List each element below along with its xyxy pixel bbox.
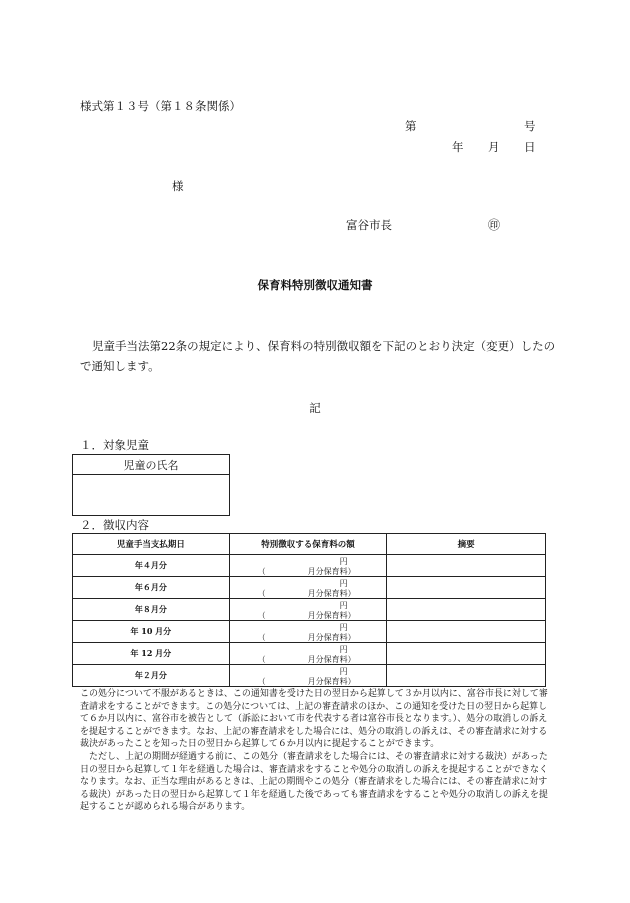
- paren-open: （: [257, 589, 266, 598]
- payment-month: 年４月分: [73, 555, 230, 577]
- payment-month: 年８月分: [73, 599, 230, 621]
- table-row: [73, 577, 546, 599]
- amount-cell: [229, 665, 387, 687]
- amount-cell: [229, 643, 387, 665]
- table-row: [73, 643, 546, 665]
- intro-paragraph: 児童手当法第22条の規定により、保育料の特別徴収額を下記のとおり決定（変更）したので通知します。: [80, 339, 556, 373]
- remarks-cell: [387, 665, 546, 687]
- monthly-fee-label: 月分保育料）: [307, 589, 356, 598]
- collection-table: [72, 533, 546, 687]
- yen-label: 円: [339, 557, 348, 566]
- column-header-amount: 特別徴収する保育料の額: [229, 534, 387, 555]
- monthly-fee-label: 月分保育料）: [307, 633, 356, 642]
- paren-open: （: [257, 677, 266, 686]
- monthly-fee-label: 月分保育料）: [307, 611, 356, 620]
- document-number-prefix: 第: [405, 119, 417, 133]
- paren-open: （: [257, 655, 266, 664]
- paren-open: （: [257, 611, 266, 620]
- table-row: [73, 621, 546, 643]
- yen-label: 円: [339, 623, 348, 632]
- appeal-notice: [80, 688, 552, 814]
- payment-month: 年 12 月分: [73, 643, 230, 665]
- form-number: 様式第１３号（第１８条関係）: [80, 99, 241, 113]
- column-header-remarks: 摘要: [387, 534, 546, 555]
- remarks-cell: [387, 643, 546, 665]
- date-day-label: 日: [524, 140, 536, 154]
- paren-open: （: [257, 567, 266, 576]
- yen-label: 円: [339, 667, 348, 676]
- section1-heading: １．対象児童: [80, 438, 149, 452]
- payment-month: 年６月分: [73, 577, 230, 599]
- yen-label: 円: [339, 601, 348, 610]
- appeal-notice-paragraph-1: この処分について不服があるときは、この通知書を受けた日の翌日から起算して３か月以内に、富谷市長に対して審査請求をすることができます。この処分については、上記の審査請求のほか、この通知を受けた日の翌日から起算して６か月以内に、富谷市を被告として（訴訟において市を代表する者は富谷市長となります。）、処分の取消しの訴えを提起することができます。なお、上記の審査請求をした場合には、処分の取消しの訴えは、その審査請求に対する裁決があったことを知った日の翌日から起算して６か月以内に提起することができます。: [80, 689, 548, 750]
- remarks-cell: [387, 555, 546, 577]
- table-row: [73, 599, 546, 621]
- remarks-cell: [387, 577, 546, 599]
- payment-month: 年２月分: [73, 665, 230, 687]
- amount-cell: [229, 577, 387, 599]
- paren-open: （: [257, 633, 266, 642]
- amount-cell: [229, 555, 387, 577]
- section2-heading: ２．徴収内容: [80, 518, 149, 532]
- monthly-fee-label: 月分保育料）: [307, 567, 356, 576]
- seal-mark: ㊞: [488, 218, 501, 232]
- document-title: 保育料特別徴収通知書: [257, 278, 373, 292]
- table-row: [73, 555, 546, 577]
- payment-month: 年 10 月分: [73, 621, 230, 643]
- child-table: [72, 454, 230, 516]
- child-name-cell: [73, 475, 230, 516]
- monthly-fee-label: 月分保育料）: [307, 655, 356, 664]
- issuer-name: 富谷市長: [346, 218, 392, 232]
- yen-label: 円: [339, 645, 348, 654]
- table-row: [73, 665, 546, 687]
- yen-label: 円: [339, 579, 348, 588]
- monthly-fee-label: 月分保育料）: [307, 677, 356, 686]
- remarks-cell: [387, 621, 546, 643]
- document-number-suffix: 号: [524, 119, 536, 133]
- remarks-cell: [387, 599, 546, 621]
- addressee-honorific: 様: [172, 179, 184, 193]
- amount-cell: [229, 599, 387, 621]
- ki-heading: 記: [309, 401, 321, 415]
- column-header-payment-date: 児童手当支払期日: [73, 534, 230, 555]
- child-name-header: 児童の氏名: [73, 455, 230, 475]
- appeal-notice-paragraph-2: ただし、上記の期間が経過する前に、この処分（審査請求をした場合には、その審査請求に対する裁決）があった日の翌日から起算して１年を経過した場合は、審査請求をすることや処分の取消しの訴えを提起することができなくなります。なお、正当な理由があるときは、上記の期間やこの処分（審査請求をした場合には、その審査請求に対する裁決）があった日の翌日から起算して１年を経過した後であっても審査請求をすることや処分の取消しの訴えを提起することが認められる場合があります。: [80, 751, 549, 813]
- date-year-label: 年: [452, 140, 464, 154]
- date-month-label: 月: [488, 140, 500, 154]
- amount-cell: [229, 621, 387, 643]
